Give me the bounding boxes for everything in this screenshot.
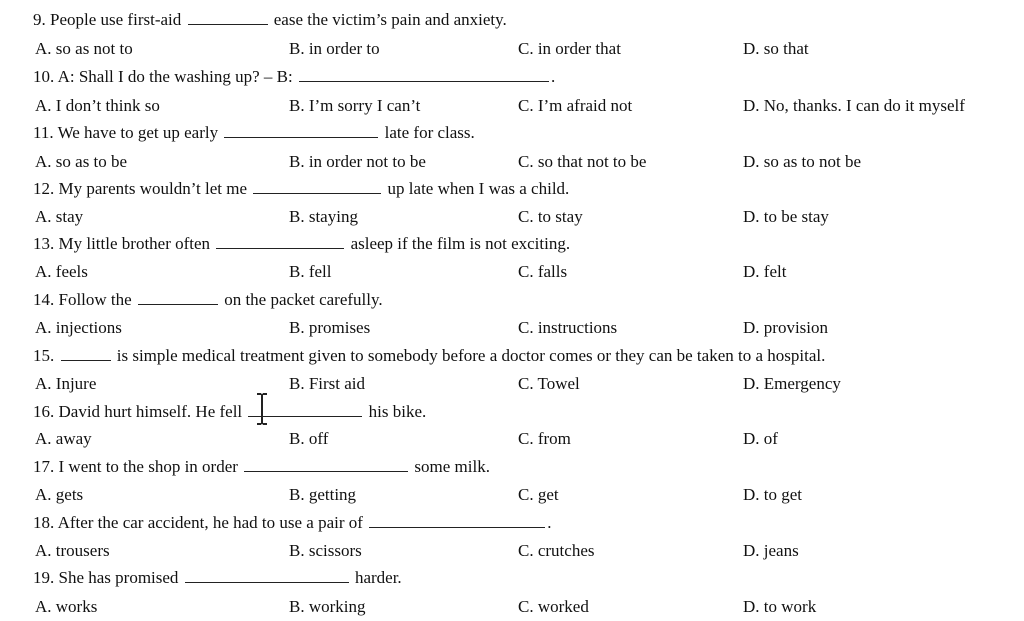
question-19 xyxy=(33,567,402,589)
option-a: A. trousers xyxy=(35,541,110,560)
option-b: B. scissors xyxy=(289,541,362,560)
question-number: 14. xyxy=(33,290,55,309)
answer-blank xyxy=(138,290,218,305)
option-d: D. so that xyxy=(743,39,809,58)
option-c: C. to stay xyxy=(518,207,583,226)
option-a: A. gets xyxy=(35,485,84,504)
question-number: 15. xyxy=(33,346,55,365)
option-d: D. jeans xyxy=(743,541,799,560)
question-10 xyxy=(33,66,555,88)
question-text-before: After the car accident, he had to use a pair of xyxy=(57,513,363,532)
question-12 xyxy=(33,178,569,200)
answer-blank xyxy=(224,123,378,138)
answer-blank xyxy=(299,67,549,82)
question-18 xyxy=(33,512,551,534)
option-c: C. from xyxy=(518,429,571,448)
question-text-before: Follow the xyxy=(58,290,132,309)
option-d: D. No, thanks. I can do it myself xyxy=(743,96,965,115)
question-number: 10. xyxy=(33,67,55,86)
question-text-after: up late when I was a child. xyxy=(387,179,570,198)
question-9 xyxy=(33,9,507,31)
option-b: B. getting xyxy=(289,485,357,504)
question-text-after: . xyxy=(547,513,552,532)
question-number: 11. xyxy=(33,123,54,142)
question-text-before: David hurt himself. He fell xyxy=(58,402,243,421)
option-a: A. feels xyxy=(35,262,88,281)
answer-blank xyxy=(369,513,545,528)
option-d: D. provision xyxy=(743,318,828,337)
question-16 xyxy=(33,401,426,423)
question-text-before: She has promised xyxy=(58,568,179,587)
option-b: B. in order not to be xyxy=(289,152,426,171)
option-a: A. works xyxy=(35,597,98,616)
option-c: C. so that not to be xyxy=(518,152,647,171)
option-a: A. I don’t think so xyxy=(35,96,160,115)
option-c: C. in order that xyxy=(518,39,621,58)
answer-blank xyxy=(185,568,349,583)
question-number: 16. xyxy=(33,402,55,421)
question-15 xyxy=(33,345,825,367)
answer-blank xyxy=(188,10,268,25)
question-text-before: We have to get up early xyxy=(57,123,219,142)
option-b: B. promises xyxy=(289,318,371,337)
option-d: D. to be stay xyxy=(743,207,829,226)
option-a: A. so as not to xyxy=(35,39,133,58)
question-17 xyxy=(33,456,490,478)
option-a: A. away xyxy=(35,429,92,448)
option-d: D. to work xyxy=(743,597,817,616)
option-b: B. working xyxy=(289,597,366,616)
option-d: D. Emergency xyxy=(743,374,841,393)
answer-blank xyxy=(244,457,408,472)
option-b: B. fell xyxy=(289,262,332,281)
text-cursor-icon xyxy=(255,392,269,426)
option-b: B. staying xyxy=(289,207,358,226)
question-13 xyxy=(33,233,570,255)
option-c: C. falls xyxy=(518,262,568,281)
option-b: B. I’m sorry I can’t xyxy=(289,96,421,115)
question-number: 18. xyxy=(33,513,55,532)
option-b: B. off xyxy=(289,429,329,448)
question-text-after: . xyxy=(550,67,556,86)
question-text-after: late for class. xyxy=(384,123,475,142)
question-text-before: I went to the shop in order xyxy=(58,457,238,476)
question-text-before: People use first-aid xyxy=(50,10,182,29)
question-text-after: asleep if the film is not exciting. xyxy=(350,234,571,253)
answer-blank xyxy=(61,346,111,361)
option-a: A. Injure xyxy=(35,374,97,393)
question-text-before: My little brother often xyxy=(58,234,211,253)
question-text-before: A: Shall I do the washing up? – B: xyxy=(57,67,293,86)
option-d: D. felt xyxy=(743,262,787,281)
option-c: C. instructions xyxy=(518,318,618,337)
question-text-after: some milk. xyxy=(414,457,490,476)
option-c: C. crutches xyxy=(518,541,595,560)
question-text-after: harder. xyxy=(354,568,402,587)
option-c: C. Towel xyxy=(518,374,580,393)
option-d: D. so as to not be xyxy=(743,152,862,171)
question-text-after: on the packet carefully. xyxy=(224,290,383,309)
option-d: D. of xyxy=(743,429,778,448)
question-11 xyxy=(33,122,475,144)
question-number: 17. xyxy=(33,457,55,476)
question-text-after: his bike. xyxy=(368,402,427,421)
option-c: C. I’m afraid not xyxy=(518,96,633,115)
question-number: 19. xyxy=(33,568,55,587)
option-a: A. injections xyxy=(35,318,122,337)
question-text-after: ease the victim’s pain and anxiety. xyxy=(273,10,507,29)
option-a: A. so as to be xyxy=(35,152,128,171)
answer-blank xyxy=(253,179,381,194)
option-c: C. get xyxy=(518,485,559,504)
question-text-after: is simple medical treatment given to somebody before a doctor comes or they can be taken to a hospital. xyxy=(116,346,826,365)
question-number: 12. xyxy=(33,179,55,198)
question-number: 9. xyxy=(33,10,46,29)
option-c: C. worked xyxy=(518,597,589,616)
option-d: D. to get xyxy=(743,485,803,504)
option-b: B. in order to xyxy=(289,39,380,58)
option-b: B. First aid xyxy=(289,374,366,393)
option-a: A. stay xyxy=(35,207,84,226)
question-14 xyxy=(33,289,383,311)
answer-blank xyxy=(216,234,344,249)
question-number: 13. xyxy=(33,234,55,253)
question-text-before: My parents wouldn’t let me xyxy=(58,179,248,198)
